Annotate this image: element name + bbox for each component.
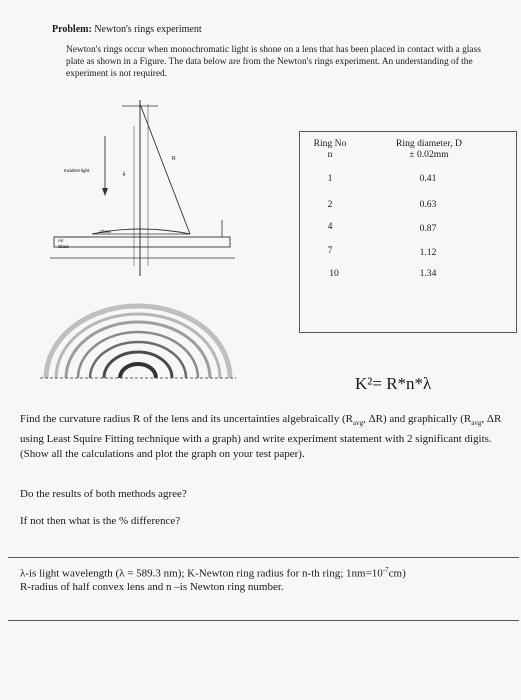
table-cell-d: 0.63 bbox=[419, 199, 437, 210]
problem-title bbox=[52, 24, 202, 35]
table-cell-n: 4 bbox=[327, 221, 333, 232]
task-sub-2: avg bbox=[471, 419, 482, 428]
incident-arrowhead bbox=[102, 188, 108, 196]
glass-top-label: Glass bbox=[100, 229, 111, 234]
formula: K²= R*n*λ bbox=[355, 374, 432, 393]
radius-line bbox=[140, 104, 190, 234]
question-agree: Do the results of both methods agree? bbox=[20, 488, 187, 500]
table-cell-n: 1 bbox=[327, 173, 333, 184]
task-part-3: , ΔR using Least Squire Fitting technique with a graph) and write experiment statement with 2 significant digits. (Show all the calculations and plot the graph on your test paper). bbox=[20, 413, 502, 461]
task-text bbox=[20, 412, 505, 463]
newton-rings-diagram bbox=[30, 96, 270, 396]
glass-plate bbox=[54, 237, 230, 247]
note-line-2: R-radius of half convex lens and n –is Newton ring number. bbox=[20, 581, 284, 593]
table-cell-n: 7 bbox=[327, 245, 333, 256]
air-label: Air bbox=[58, 238, 64, 243]
table-cell-d: 1.12 bbox=[419, 247, 437, 258]
note-line-1-sup: -7 bbox=[382, 566, 389, 574]
dr-label: dn bbox=[121, 171, 126, 176]
col1-header-line2: n bbox=[327, 149, 333, 160]
col1-header bbox=[306, 138, 354, 160]
table-cell-n: 2 bbox=[327, 199, 333, 210]
table-cell-d: 0.41 bbox=[419, 173, 437, 184]
note-line-1a: λ-is light wavelength (λ = 589.3 nm); K-Newton ring radius for n-th ring; 1nm=10 bbox=[20, 567, 383, 580]
problem-label: Problem: bbox=[52, 24, 92, 35]
incident-label: Incident light bbox=[64, 168, 90, 173]
rings-pattern bbox=[40, 306, 236, 378]
task-part-1: Find the curvature radius R of the lens and its uncertainties algebraically (R bbox=[20, 413, 353, 425]
note-line-1b: cm) bbox=[388, 567, 406, 580]
note-line-1 bbox=[20, 566, 406, 580]
question-difference: If not then what is the % difference? bbox=[20, 515, 181, 527]
col2-header-line1: Ring diameter, D bbox=[396, 138, 462, 149]
table-cell-n: 10 bbox=[329, 268, 339, 279]
col2-header bbox=[370, 138, 488, 160]
table-cell-d: 0.87 bbox=[419, 223, 437, 234]
col1-header-line1: Ring No bbox=[313, 138, 347, 149]
col2-header-line2: ± 0.02mm bbox=[409, 149, 449, 160]
problem-intro: Newton's rings occur when monochromatic light is shone on a lens that has been placed in contact with a glass plate as shown in a Figure. The data below are from the Newton's rings experiment. An understanding of the experiment is not required. bbox=[66, 45, 481, 80]
table-cell-d: 1.34 bbox=[419, 268, 437, 279]
task-part-2: , ΔR) and graphically (R bbox=[363, 413, 472, 425]
r-label: R bbox=[172, 156, 176, 162]
problem-title-text: Newton's rings experiment bbox=[94, 24, 202, 35]
data-table bbox=[299, 131, 517, 333]
task-sub-1: avg bbox=[352, 419, 364, 428]
glass-bottom-label: Glass bbox=[58, 244, 69, 249]
